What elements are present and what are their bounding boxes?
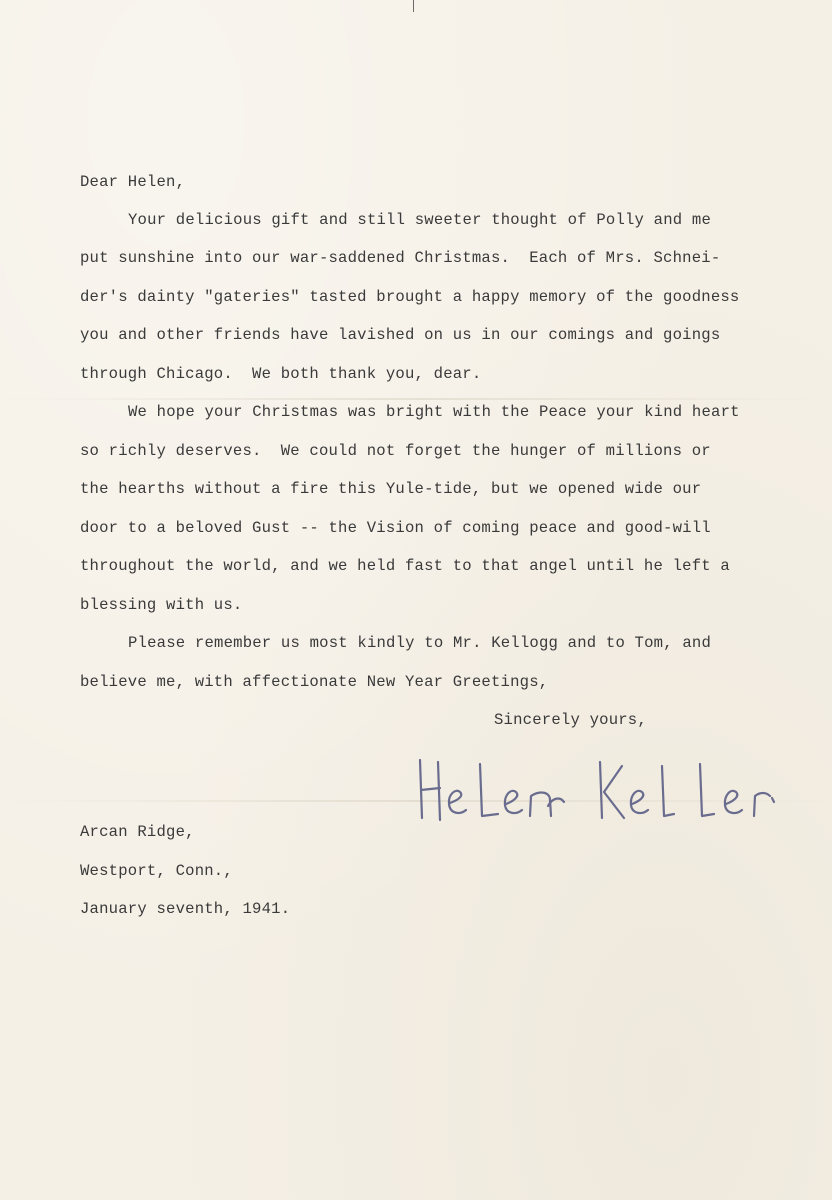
letter-line: believe me, with affectionate New Year Greetings, xyxy=(80,673,549,691)
letter-line: der's dainty "gateries" tasted brought a happy memory of the goodness xyxy=(80,288,740,306)
signature xyxy=(410,748,800,828)
letter-line: put sunshine into our war-saddened Christmas. Each of Mrs. Schnei- xyxy=(80,249,721,267)
paper-mark xyxy=(413,0,414,12)
letter-date: January seventh, 1941. xyxy=(80,900,291,918)
letter-line: We hope your Christmas was bright with the Peace your kind heart xyxy=(128,403,740,421)
closing: Sincerely yours, xyxy=(494,711,647,729)
letter-line: blessing with us. xyxy=(80,596,243,614)
paper-fold xyxy=(0,398,832,400)
letter-line: through Chicago. We both thank you, dear. xyxy=(80,365,482,383)
letter-line: door to a beloved Gust -- the Vision of coming peace and good-will xyxy=(80,519,711,537)
address-line: Arcan Ridge, xyxy=(80,823,195,841)
address-line: Westport, Conn., xyxy=(80,862,233,880)
letter-line: you and other friends have lavished on us in our comings and goings xyxy=(80,326,721,344)
letter-line: so richly deserves. We could not forget the hunger of millions or xyxy=(80,442,711,460)
salutation: Dear Helen, xyxy=(80,173,186,191)
signature-drawing xyxy=(410,748,800,828)
letter-line: throughout the world, and we held fast to that angel until he left a xyxy=(80,557,730,575)
letter-line: Your delicious gift and still sweeter thought of Polly and me xyxy=(128,211,712,229)
letter-line: Please remember us most kindly to Mr. Kellogg and to Tom, and xyxy=(128,634,712,652)
letter-line: the hearths without a fire this Yule-tide, but we opened wide our xyxy=(80,480,702,498)
